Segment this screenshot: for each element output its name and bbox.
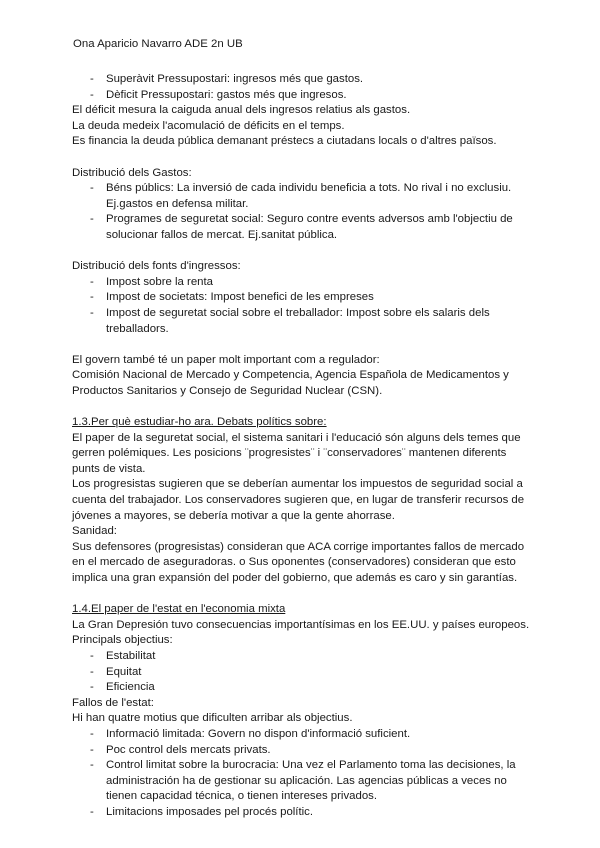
list-item: - Equitat [72,665,532,681]
list-item: - Dèficit Pressupostari: gastos més que ingresos. [72,88,532,104]
paragraph: El paper de la seguretat social, el sistema sanitari i l'educació són alguns dels temes que gerren polémiques. Les posicions ¨progresistes¨ i ¨conservadores¨ mantenen diferents punts de vista. [72,431,521,475]
paragraph: Hi han quatre motius que dificulten arribar als objectius. [72,712,353,725]
list-dash: - [90,275,94,288]
paragraph: El déficit mesura la caiguda anual dels ingresos relatius als gastos. [72,104,411,117]
list-item: - Superàvit Pressupostari: ingresos més que gastos. [72,72,532,88]
paragraph: Comisión Nacional de Mercado y Competencia, Agencia Española de Medicamentos y Productos Sanitarios y Consejo de Seguridad Nuclear (CSN). [72,369,509,397]
list-dash: - [90,182,94,195]
list-item: - Control limitat sobre la burocracia: Una vez el Parlamento toma las decisiones, la administración ha de gestionar su aplicación. Las agencias públicas a veces no tienen capacidad técnica, o tienen intereses privados. [90,759,516,803]
list-item: - Programes de seguretat social: Seguro contre events adversos amb l'objectiu de solucionar fallos de mercat. Ej.sanitat pública. [90,213,513,241]
list-item: - Estabilitat [72,649,532,665]
list-item: - Impost de societats: Impost benefici de les empreses [72,290,532,306]
section-label: Principals objectius: [72,634,173,647]
section-label: Distribució dels fonts d'ingressos: [72,260,241,273]
section-heading: 1.3.Per què estudiar-ho ara. Debats polítics sobre: [72,416,327,429]
list-dash: - [90,665,94,678]
paragraph: Los progresistas sugieren que se deberían aumentar los impuestos de seguridad social a cuenta del trabajador. Los conservadores sugieren que, en lugar de transferir recursos de jóvenes a mayores, se debería motivar a que la gente ahorrase. [72,478,525,522]
list-dash: - [90,759,94,772]
list-dash: - [90,88,94,101]
document-body [72,72,532,821]
list-dash: - [90,743,94,756]
section-label: Fallos de l'estat: [72,696,154,709]
list-item: - Limitacions imposades pel procés polític. [72,805,532,821]
section-label: Sanidad: [72,525,117,538]
list-item: - Béns públics: La inversió de cada individu beneficia a tots. No rival i no exclusiu. Ej.gastos en defensa militar. [90,182,512,210]
list-dash: - [90,727,94,740]
list-dash: - [90,649,94,662]
list-dash: - [90,213,94,226]
list-dash: - [90,805,94,818]
list-dash: - [90,681,94,694]
section-label: Distribució dels Gastos: [72,166,192,179]
paragraph: La deuda medeix l'acomulació de déficits en el temps. [72,119,345,132]
list-dash: - [90,291,94,304]
list-item: - Impost de seguretat social sobre el treballador: Impost sobre els salaris dels treballadors. [90,306,490,335]
list-item: - Informació limitada: Govern no dispon d'informació suficient. [72,727,532,743]
paragraph: Sus defensores (progresistas) consideran que ACA corrige importantes fallos de mercado en el mercado de aseguradoras. o Sus oponentes (conservadores) consideran que esto implica una gran expansión del poder del gobierno, que además es caro y sin garantías. [72,540,525,584]
list-dash: - [90,306,94,319]
paragraph: Es financia la deuda pública demanant préstecs a ciutadans locals o d'altres països. [72,135,497,148]
paragraph: El govern també té un paper molt important com a regulador: [72,353,380,366]
list-item: - Eficiencia [72,680,532,696]
section-heading: 1.4.El paper de l'estat en l'economia mixta [72,603,286,616]
list-item: - Poc control dels mercats privats. [72,743,532,759]
paragraph: La Gran Depresión tuvo consecuencias importantísimas en los EE.UU. y países europeos. [72,618,530,631]
list-dash: - [90,73,94,85]
list-item: - Impost sobre la renta [72,275,532,291]
page-header: Ona Aparicio Navarro ADE 2n UB [73,38,243,50]
